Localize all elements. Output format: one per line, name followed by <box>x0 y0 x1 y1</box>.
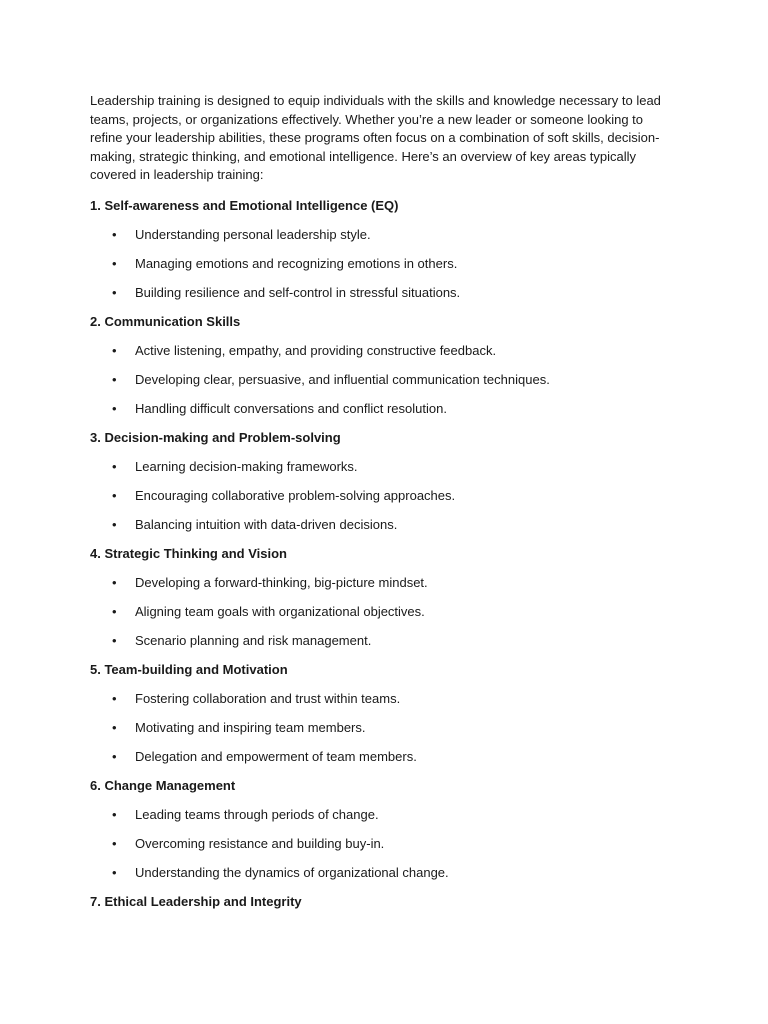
section-heading: 7. Ethical Leadership and Integrity <box>90 893 302 909</box>
list-item-text: Aligning team goals with organizational objectives. <box>135 603 425 619</box>
list-item-text: Fostering collaboration and trust within teams. <box>135 690 401 706</box>
section-heading: 2. Communication Skills <box>90 313 241 329</box>
list-item <box>90 835 678 853</box>
list-item <box>90 690 678 708</box>
list-item <box>90 632 678 650</box>
section-heading: 1. Self-awareness and Emotional Intelligence (EQ) <box>90 197 399 213</box>
intro-paragraph: Leadership training is designed to equip individuals with the skills and knowledge necessary to lead teams, projects, or organizations effectively. Whether you’re a new leader or someone looking to refine your leadership abilities, these programs often focus on a combination of soft skills, decision-making, strategic thinking, and emotional intelligence. Here’s an overview of key areas typically covered in leadership training: <box>90 93 661 183</box>
list-item-text: Learning decision-making frameworks. <box>135 458 358 474</box>
bullet-icon: • <box>112 835 117 851</box>
list-item <box>90 603 678 621</box>
bullet-list <box>90 806 678 882</box>
list-item <box>90 748 678 766</box>
bullet-icon: • <box>112 487 117 503</box>
bullet-icon: • <box>112 748 117 764</box>
section-heading: 5. Team-building and Motivation <box>90 661 288 677</box>
list-item-text: Overcoming resistance and building buy-in. <box>135 835 385 851</box>
list-item-text: Balancing intuition with data-driven decisions. <box>135 516 398 532</box>
list-item <box>90 458 678 476</box>
list-item-text: Managing emotions and recognizing emotions in others. <box>135 255 458 271</box>
list-item <box>90 226 678 244</box>
bullet-icon: • <box>112 284 117 300</box>
list-item-text: Understanding the dynamics of organizational change. <box>135 864 449 880</box>
list-item <box>90 255 678 273</box>
list-item-text: Developing clear, persuasive, and influential communication techniques. <box>135 371 550 387</box>
list-item-text: Developing a forward-thinking, big-picture mindset. <box>135 574 428 590</box>
list-item <box>90 342 678 360</box>
bullet-icon: • <box>112 516 117 532</box>
list-item <box>90 516 678 534</box>
bullet-icon: • <box>112 574 117 590</box>
bullet-list <box>90 690 678 766</box>
list-item <box>90 574 678 592</box>
list-item-text: Building resilience and self-control in stressful situations. <box>135 284 461 300</box>
list-item <box>90 284 678 302</box>
bullet-icon: • <box>112 719 117 735</box>
bullet-list <box>90 574 678 650</box>
bullet-icon: • <box>112 690 117 706</box>
list-item <box>90 371 678 389</box>
list-item-text: Motivating and inspiring team members. <box>135 719 366 735</box>
bullet-icon: • <box>112 226 117 242</box>
bullet-icon: • <box>112 603 117 619</box>
section-heading: 6. Change Management <box>90 777 236 793</box>
list-item-text: Understanding personal leadership style. <box>135 226 371 242</box>
list-item <box>90 719 678 737</box>
list-item <box>90 806 678 824</box>
bullet-list <box>90 458 678 534</box>
sections-container <box>90 197 678 911</box>
bullet-icon: • <box>112 371 117 387</box>
section-heading: 4. Strategic Thinking and Vision <box>90 545 287 561</box>
bullet-icon: • <box>112 400 117 416</box>
list-item-text: Handling difficult conversations and conflict resolution. <box>135 400 447 416</box>
section-heading: 3. Decision-making and Problem-solving <box>90 429 341 445</box>
bullet-icon: • <box>112 342 117 358</box>
list-item-text: Active listening, empathy, and providing constructive feedback. <box>135 342 497 358</box>
bullet-icon: • <box>112 864 117 880</box>
list-item <box>90 487 678 505</box>
bullet-icon: • <box>112 632 117 648</box>
bullet-list <box>90 226 678 302</box>
list-item-text: Encouraging collaborative problem-solving approaches. <box>135 487 456 503</box>
bullet-icon: • <box>112 255 117 271</box>
bullet-icon: • <box>112 806 117 822</box>
list-item-text: Delegation and empowerment of team members. <box>135 748 417 764</box>
list-item-text: Scenario planning and risk management. <box>135 632 372 648</box>
bullet-list <box>90 342 678 418</box>
list-item <box>90 400 678 418</box>
bullet-icon: • <box>112 458 117 474</box>
list-item-text: Leading teams through periods of change. <box>135 806 379 822</box>
list-item <box>90 864 678 882</box>
